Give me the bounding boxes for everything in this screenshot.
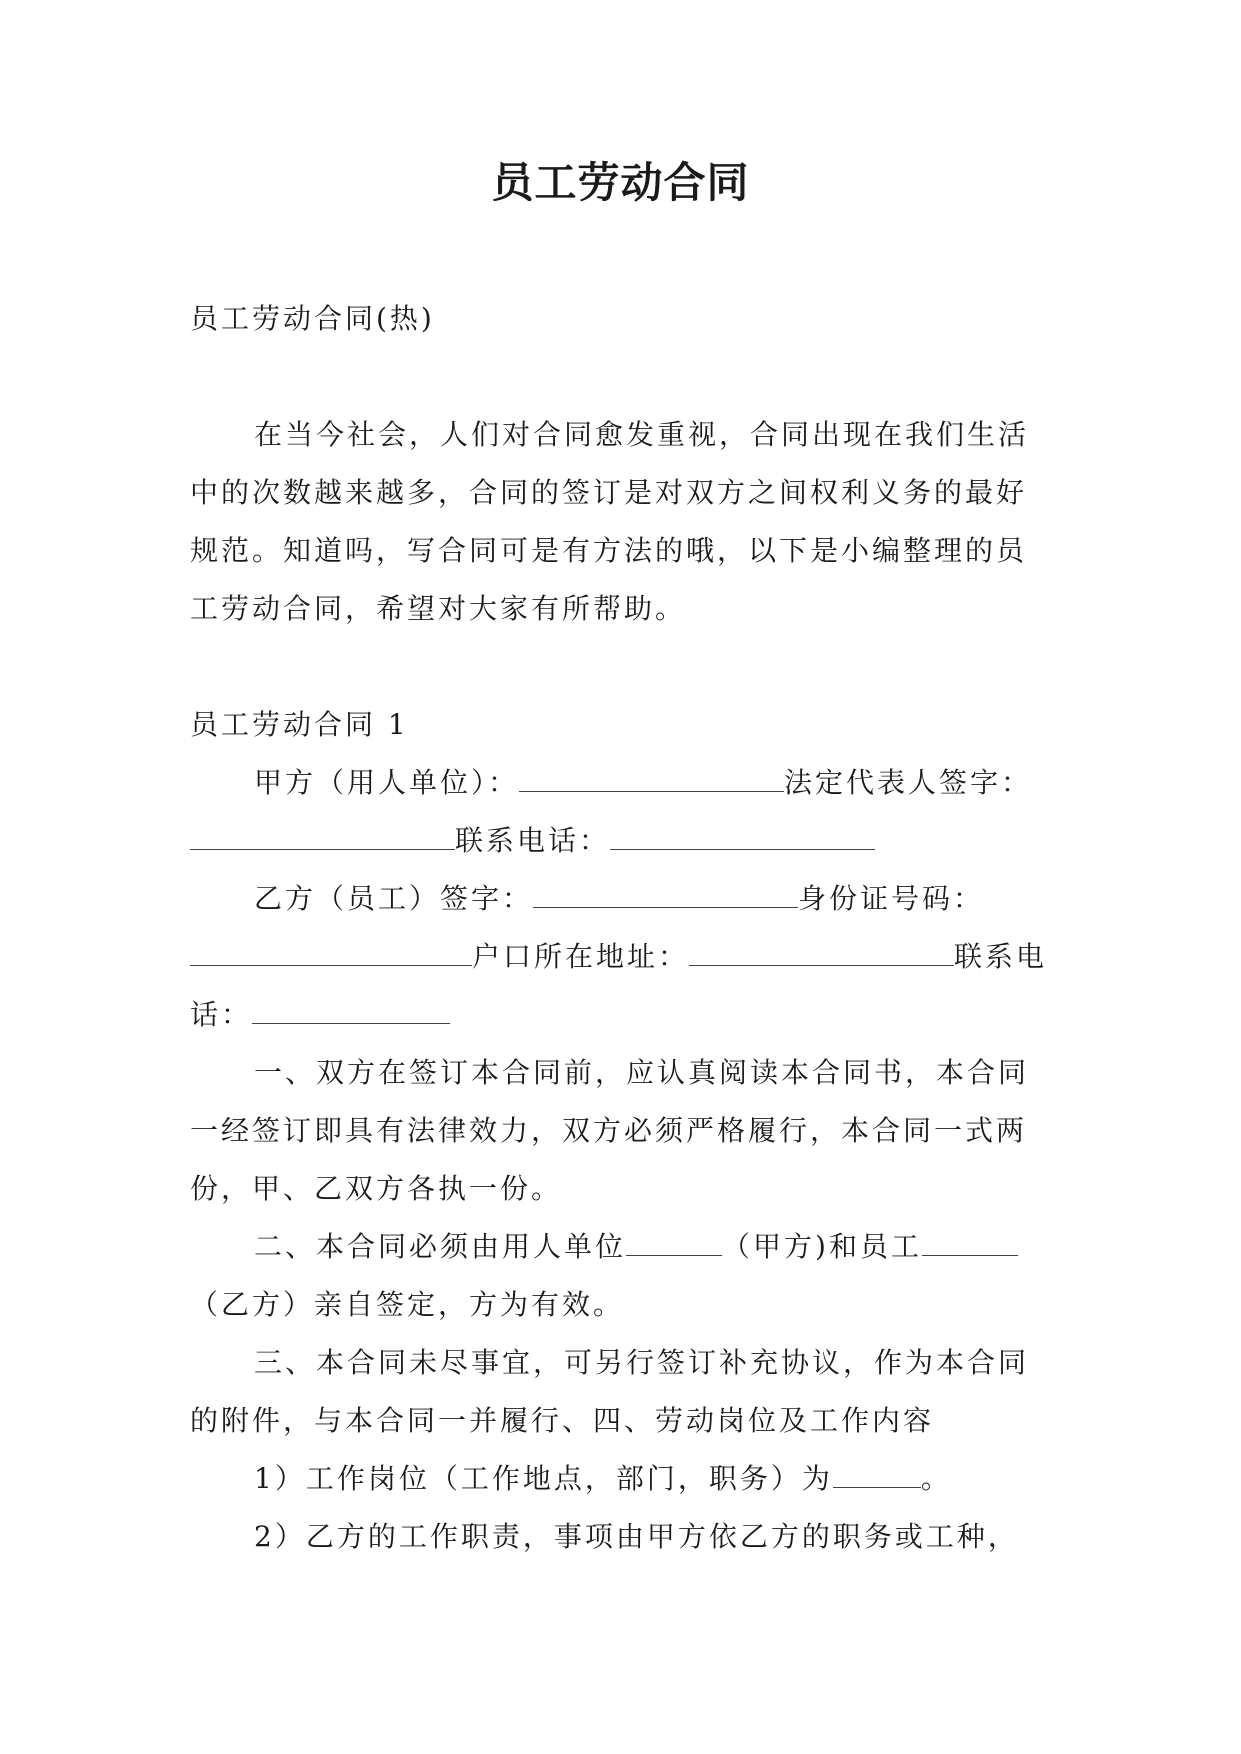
party-a-rep-label: 法定代表人签字：: [784, 766, 1033, 799]
item-1-end: 。: [920, 1462, 952, 1495]
item-2: 2）乙方的工作职责，事项由甲方依乙方的职务或工种，: [254, 1520, 1019, 1553]
section-heading: 员工劳动合同 1: [190, 708, 409, 741]
party-b-id-blank[interactable]: [190, 939, 472, 966]
clause-2-employee-blank[interactable]: [922, 1229, 1018, 1256]
document-title: 员工劳动合同: [491, 158, 750, 207]
party-a-phone-label: 联系电话：: [455, 824, 611, 857]
party-b-address-label: 户口所在地址：: [472, 940, 690, 973]
item-1-text: 1）工作岗位（工作地点，部门，职务）为: [254, 1462, 833, 1495]
item-1-blank[interactable]: [833, 1461, 921, 1488]
clause-2-part-a: 二、本合同必须由用人单位: [254, 1230, 627, 1263]
party-b-sign-blank[interactable]: [533, 881, 798, 908]
clause-3: 三、本合同未尽事宜，可另行签订补充协议，作为本合同的附件，与本合同一并履行、四、劳动岗位及工作内容: [190, 1346, 1030, 1437]
party-b-phone-blank[interactable]: [252, 997, 450, 1024]
document-body: [190, 290, 1050, 1566]
party-a-label: 甲方（用人单位）：: [254, 766, 520, 799]
clause-2-employer-blank[interactable]: [626, 1229, 722, 1256]
party-b-paragraph: [190, 870, 1050, 1044]
party-b-address-blank[interactable]: [689, 939, 954, 966]
party-a-blank[interactable]: [519, 765, 784, 792]
party-b-label: 乙方（员工）签字：: [254, 882, 534, 915]
document-subtitle: 员工劳动合同(热): [190, 302, 435, 335]
party-b-phone-label: 联系电话：: [190, 940, 1048, 1031]
intro-paragraph: 在当今社会，人们对合同愈发重视，合同出现在我们生活中的次数越来越多，合同的签订是对双方之间权利义务的最好规范。知道吗，写合同可是有方法的哦，以下是小编整理的员工劳动合同，希望对大家有所帮助。: [190, 418, 1030, 625]
party-a-phone-blank[interactable]: [610, 823, 875, 850]
clause-1: 一、双方在签订本合同前，应认真阅读本合同书，本合同一经签订即具有法律效力，双方必须严格履行，本合同一式两份，甲、乙双方各执一份。: [190, 1056, 1030, 1205]
party-a-paragraph: [190, 754, 1050, 870]
clause-2-part-b: （甲方)和员工: [722, 1230, 922, 1263]
clause-2-part-c: （乙方）亲自签定，方为有效。: [190, 1288, 625, 1321]
party-b-id-label: 身份证号码：: [798, 882, 985, 915]
party-a-rep-blank[interactable]: [190, 823, 455, 850]
item-1: [190, 1450, 1050, 1508]
clause-2: [190, 1218, 1050, 1334]
